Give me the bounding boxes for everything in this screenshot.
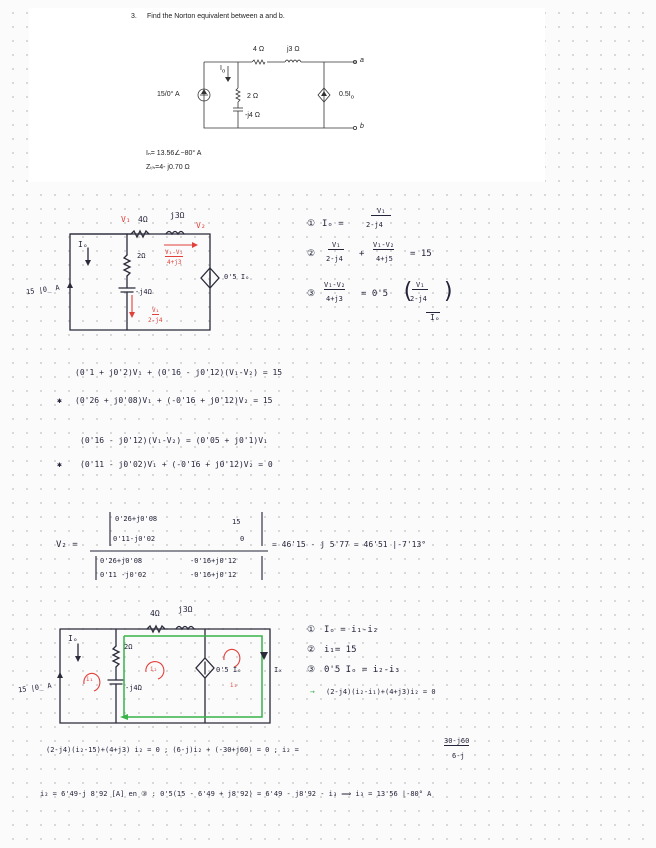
eq3-marker: ③: [307, 289, 316, 299]
eq2-t1-num: V₁: [328, 241, 344, 250]
final-frac-num: 30-j60: [444, 737, 470, 745]
hw1-label-r4: 4Ω: [138, 215, 148, 224]
hw2-label-j3: j3Ω: [178, 605, 193, 614]
v2-result: = 46'15 - j 5'77 = 46'51 |-7'13°: [272, 540, 427, 549]
hw1-label-io: Iₒ: [78, 240, 88, 249]
problem-statement: Find the Norton equivalent between a and b.: [147, 13, 285, 20]
det-num-22: 0: [240, 535, 245, 543]
eq3-par-den: 2-j4: [410, 295, 427, 303]
eq1-num: V₁: [371, 207, 391, 216]
eq2-t2-num: V₁-V₂: [373, 241, 395, 249]
answer-norton-current: Iₙ= 13.56∠−80° A: [146, 150, 202, 157]
eq1-lhs: Iₒ =: [322, 219, 344, 229]
printed-label-j3: j3 Ω: [287, 46, 300, 53]
eq1-den: 2-j4: [366, 221, 383, 229]
eq3-paren-open: (: [401, 279, 415, 304]
hw2-label-dep: 0'5 Iₒ: [216, 666, 242, 674]
final-line-1: (2-j4)(i₂-15)+(4+j3) i₂ = 0 ; (6-j)i₂ + (-30+j60) = 0 ; i₂ =: [46, 746, 299, 754]
hw2-label-isc: Iₓ: [274, 666, 283, 674]
work-star-1: ✱: [57, 396, 62, 405]
hw1-frac-bot-num: V₁: [152, 307, 160, 314]
hw2-mesh-i1: i₁: [86, 676, 94, 683]
det-num-21: 0'11-j0'02: [113, 535, 156, 543]
eq2b-arrow: →: [310, 687, 315, 696]
printed-label-cap: -j4 Ω: [245, 112, 260, 119]
hw1-label-cap: -j4Ω: [135, 288, 152, 296]
printed-label-r4: 4 Ω: [253, 46, 265, 53]
det-num-11: 0'26+j0'08: [115, 515, 158, 523]
hw1-frac-top-den: 4+j3: [167, 259, 182, 266]
hw1-node-v1: V₁: [121, 215, 131, 224]
eq2b-line-4: (2-j4)(i₂-i₁)+(4+j3)i₂ = 0: [326, 688, 436, 696]
det-den-22: -0'16+j0'12: [190, 571, 237, 579]
hw2-label-source: 15 |0̲ A: [17, 681, 53, 695]
eq2b-marker-1: ①: [307, 625, 316, 635]
hw2-mesh-i3: i₃: [230, 682, 238, 689]
printed-label-dep: $0.5I_o$: [339, 91, 354, 101]
eq2b-marker-2: ②: [307, 645, 316, 655]
work-line-1: (0'1 + j0'2)V₁ + (0'16 - j0'12)(V₁-V₂) = 15: [75, 368, 283, 377]
eq2-plus: +: [359, 249, 365, 259]
final-line-2: i₂ = 6'49-j 8'92 [A] en ③ : 0'5(15 - 6'49 + j8'92) = 6'49 - j8'92 - i₃ ⟹ i₃ = 13'56 |-80° A: [40, 790, 432, 798]
work-line-3: (0'16 - j0'12)(V₁-V₂) = (0'05 + j0'1)V₁: [80, 436, 268, 445]
final-frac-den: 6-j: [452, 752, 465, 760]
printed-node-a: a: [360, 57, 364, 64]
eq3-paren-close: ): [442, 279, 456, 304]
problem-number: 3.: [131, 13, 137, 20]
answer-thevenin-impedance: Zₜₕ=4- j0.70 Ω: [146, 164, 190, 171]
det-den-12: -0'16+j0'12: [190, 557, 237, 565]
printed-label-io: $I_o$: [220, 65, 226, 75]
eq2-t1-den: 2-j4: [326, 255, 343, 263]
eq3-mid: = 0'5: [361, 289, 389, 299]
hw2-mesh-i2: i₂: [150, 666, 158, 673]
det-num-12: 15: [232, 518, 241, 526]
hw2-label-r2: 2Ω: [124, 643, 133, 651]
eq3-under: Iₒ: [426, 312, 440, 322]
det-den-11: 0'26+j0'08: [100, 557, 143, 565]
eq2-marker: ②: [307, 249, 316, 259]
hw1-label-j3: j3Ω: [170, 211, 185, 220]
eq3-par-num: V₁: [412, 281, 428, 290]
work-line-2: (0'26 + j0'08)V₁ + (-0'16 + j0'12)V₂ = 15: [75, 396, 273, 405]
work-line-4: (0'11 - j0'02)V₁ + (-0'16 + j0'12)V₂ = 0: [80, 460, 273, 469]
hw1-label-r2: 2Ω: [137, 252, 146, 260]
work-star-2: ✱: [57, 460, 62, 469]
eq2b-line-1: Iₒ = i₁-i₂: [324, 625, 379, 635]
v2-lhs: V₂ =: [56, 540, 78, 550]
eq1-marker: ①: [307, 219, 316, 229]
eq3-den: 4+j3: [326, 295, 343, 303]
hw1-frac-top-num: V₁-V₂: [165, 249, 184, 256]
eq2b-marker-3: ③: [307, 665, 316, 675]
hw1-frac-bot-den: 2-j4: [148, 317, 163, 324]
printed-label-source: 15/0° A: [157, 91, 180, 98]
eq3-num: V₁-V₂: [324, 281, 346, 289]
eq2-rhs: = 15: [410, 249, 432, 259]
hw2-label-cap: -j4Ω: [125, 684, 142, 692]
hw1-label-dep: 0'5 Iₒ: [224, 273, 250, 281]
printed-label-r2: 2 Ω: [247, 93, 259, 100]
hw1-label-source: 15 |0̲ A: [25, 283, 61, 297]
hw2-label-r4: 4Ω: [150, 609, 160, 618]
hw2-label-io: Iₒ: [68, 634, 78, 643]
eq2-t2-den: 4+j5: [376, 255, 393, 263]
eq2b-line-2: i₁= 15: [324, 645, 357, 655]
eq2b-line-3: 0'5 Iₒ = i₂-i₃: [324, 665, 400, 675]
hw1-node-v2: V₂: [196, 221, 206, 230]
printed-node-b: b: [360, 123, 364, 130]
det-den-21: 0'11 -j0'02: [100, 571, 147, 579]
